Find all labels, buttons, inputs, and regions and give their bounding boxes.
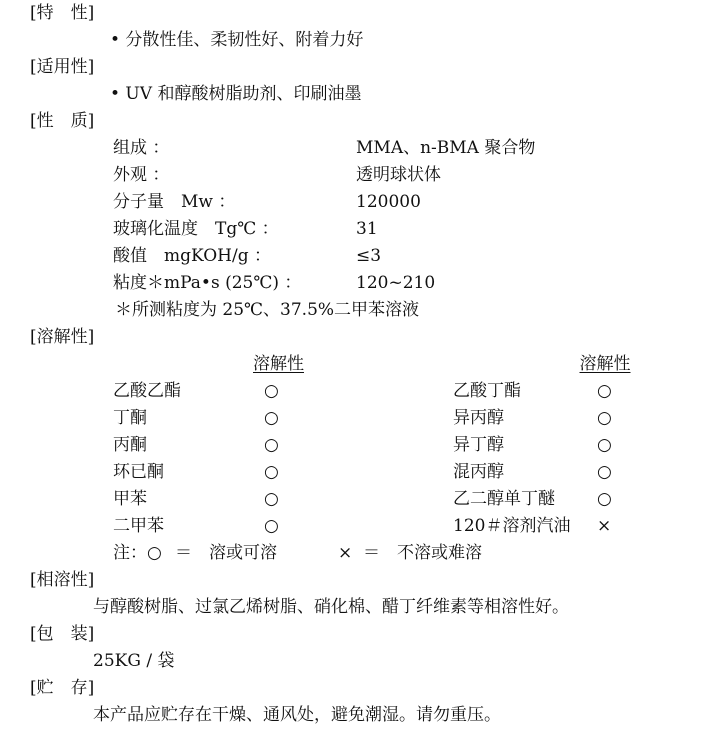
solvent-name: 120＃溶剂汽油: [453, 516, 571, 536]
properties-header: [性 质]: [30, 111, 95, 131]
features-header: [特 性]: [30, 3, 95, 23]
applications-header: [适用性]: [30, 57, 95, 77]
solubility-column-header-right: 溶解性: [579, 354, 631, 374]
viscosity-note: ＊所测粘度为 25℃、37.5%二甲苯溶液: [115, 300, 420, 320]
property-label: 分子量 Mw ：: [113, 192, 236, 212]
packaging-text: 25KG / 袋: [93, 651, 175, 671]
compatibility-text: 与醇酸树脂、过氯乙烯树脂、硝化棉、醋丁纤维素等相溶性好。: [93, 597, 569, 617]
features-item: • 分散性佳、柔韧性好、附着力好: [110, 30, 364, 50]
compatibility-header: [相溶性]: [30, 570, 95, 590]
solubility-mark: ○: [264, 408, 279, 428]
packaging-header: [包 装]: [30, 624, 95, 644]
legend-soluble-text: ＝ 溶或可溶: [175, 543, 277, 563]
property-value: 120~210: [356, 273, 436, 293]
property-value: 31: [356, 219, 378, 239]
solubility-mark: ○: [264, 381, 279, 401]
solvent-name: 环已酮: [113, 462, 164, 482]
property-value: MMA、n-BMA 聚合物: [356, 138, 536, 158]
solvent-name: 丁酮: [113, 408, 147, 428]
solvent-name: 甲苯: [113, 489, 147, 509]
property-value: 120000: [356, 192, 421, 212]
legend-insoluble-symbol: ×: [338, 543, 353, 563]
solubility-mark: ○: [264, 516, 279, 536]
legend-insoluble-text: ＝ 不溶或难溶: [363, 543, 482, 563]
legend-soluble-symbol: ○: [147, 543, 162, 563]
solvent-name: 乙酸乙酯: [113, 381, 181, 401]
solubility-mark: ×: [597, 516, 612, 536]
solvent-name: 乙二醇单丁醚: [453, 489, 555, 509]
solvent-name: 异丁醇: [453, 435, 504, 455]
solubility-column-header-left: 溶解性: [253, 354, 304, 374]
solubility-mark: ○: [264, 462, 279, 482]
property-value: ≤3: [356, 246, 382, 266]
property-label: 组成 ：: [113, 138, 170, 158]
applications-item: • UV 和醇酸树脂助剂、印刷油墨: [110, 84, 362, 104]
solvent-name: 异丙醇: [453, 408, 504, 428]
solubility-mark: ○: [264, 435, 279, 455]
property-label: 酸值 mgKOH/g ：: [113, 246, 272, 266]
solubility-mark: ○: [264, 489, 279, 509]
storage-header: [贮 存]: [30, 678, 95, 698]
solubility-header: [溶解性]: [30, 327, 95, 347]
property-label: 外观 ：: [113, 165, 170, 185]
solubility-mark: ○: [597, 381, 612, 401]
property-value: 透明球状体: [356, 165, 441, 185]
solubility-mark: ○: [597, 408, 612, 428]
property-label: 粘度＊mPa•s (25℃) ：: [113, 273, 302, 293]
storage-text: 本产品应贮存在干燥、通风处，避免潮湿。请勿重压。: [93, 705, 501, 725]
solvent-name: 二甲苯: [113, 516, 164, 536]
solubility-mark: ○: [597, 462, 612, 482]
solubility-mark: ○: [597, 435, 612, 455]
property-label: 玻璃化温度 Tg℃ ：: [113, 219, 279, 239]
solvent-name: 丙酮: [113, 435, 147, 455]
solubility-mark: ○: [597, 489, 612, 509]
solvent-name: 混丙醇: [453, 462, 504, 482]
legend-prefix: 注：: [113, 543, 147, 563]
solvent-name: 乙酸丁酯: [453, 381, 521, 401]
